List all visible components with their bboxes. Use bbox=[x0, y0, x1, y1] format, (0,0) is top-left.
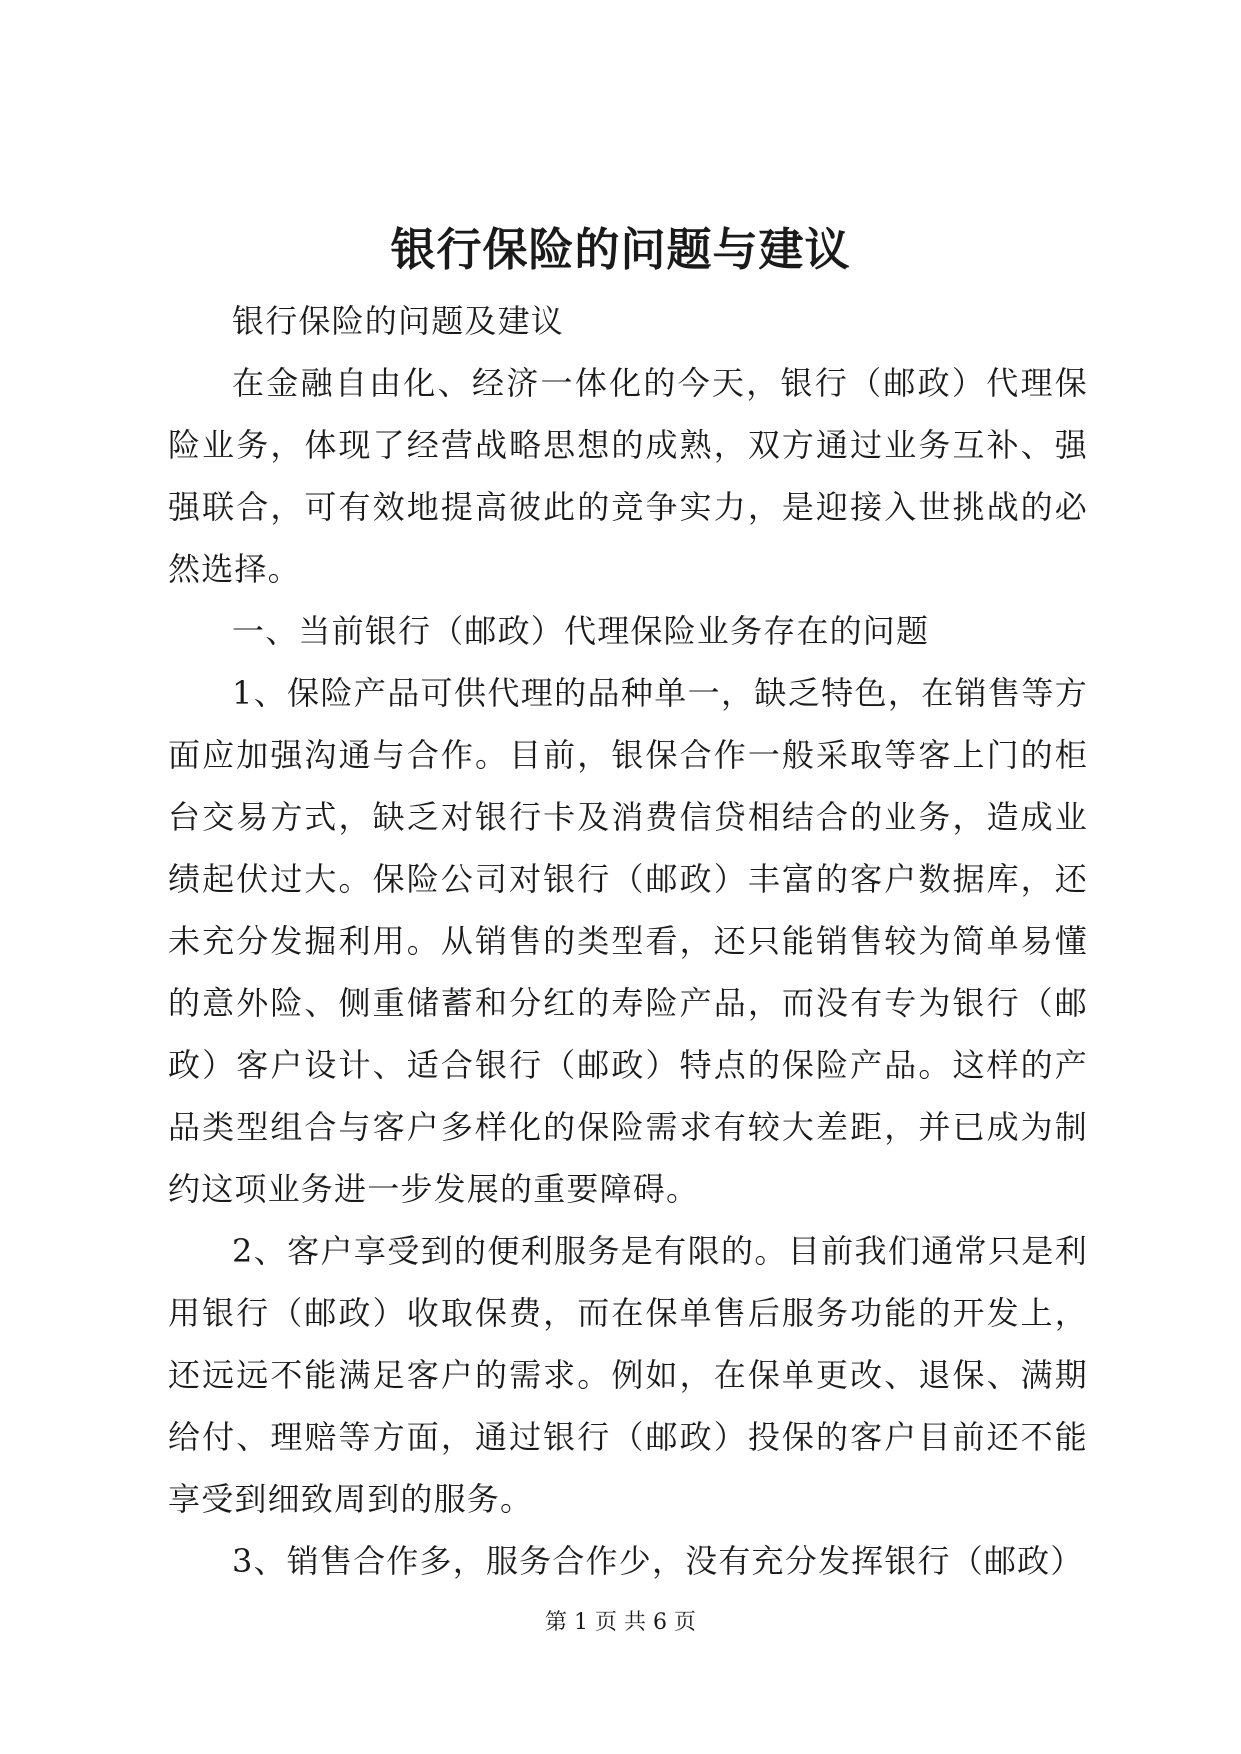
paragraph-subtitle: 银行保险的问题及建议 bbox=[232, 302, 565, 340]
paragraph-point-1: 1、保险产品可供代理的品种单一，缺乏特色，在销售等方面应加强沟通与合作。目前，银保合作一般采取等客上门的柜台交易方式，缺乏对银行卡及消费信贷相结合的业务，造成业绩起伏过大。保险公司对银行（邮政）丰富的客户数据库，还未充分发掘利用。从销售的类型看，还只能销售较为简单易懂的意外险、侧重储蓄和分红的寿险产品，而没有专为银行（邮政）客户设计、适合银行（邮政）特点的保险产品。这样的产品类型组合与客户多样化的保险需求有较大差距，并已成为制约这项业务进一步发展的重要障碍。 bbox=[168, 674, 1088, 1208]
section-heading-problems: 一、当前银行（邮政）代理保险业务存在的问题 bbox=[232, 612, 930, 650]
page-number-footer: 第 1 页 共 6 页 bbox=[545, 1610, 696, 1635]
document-body bbox=[168, 290, 1088, 1592]
paragraph-intro: 在金融自由化、经济一体化的今天，银行（邮政）代理保险业务，体现了经营战略思想的成熟，双方通过业务互补、强强联合，可有效地提高彼此的竞争实力，是迎接入世挑战的必然选择。 bbox=[168, 364, 1088, 588]
paragraph-point-2: 2、客户享受到的便利服务是有限的。目前我们通常只是利用银行（邮政）收取保费，而在保单售后服务功能的开发上，还远远不能满足客户的需求。例如，在保单更改、退保、满期给付、理赔等方面，通过银行（邮政）投保的客户目前还不能享受到细致周到的服务。 bbox=[168, 1232, 1088, 1518]
document-title: 银行保险的问题与建议 bbox=[390, 223, 851, 276]
paragraph-point-3: 3、销售合作多，服务合作少，没有充分发挥银行（邮政） bbox=[232, 1542, 1084, 1580]
